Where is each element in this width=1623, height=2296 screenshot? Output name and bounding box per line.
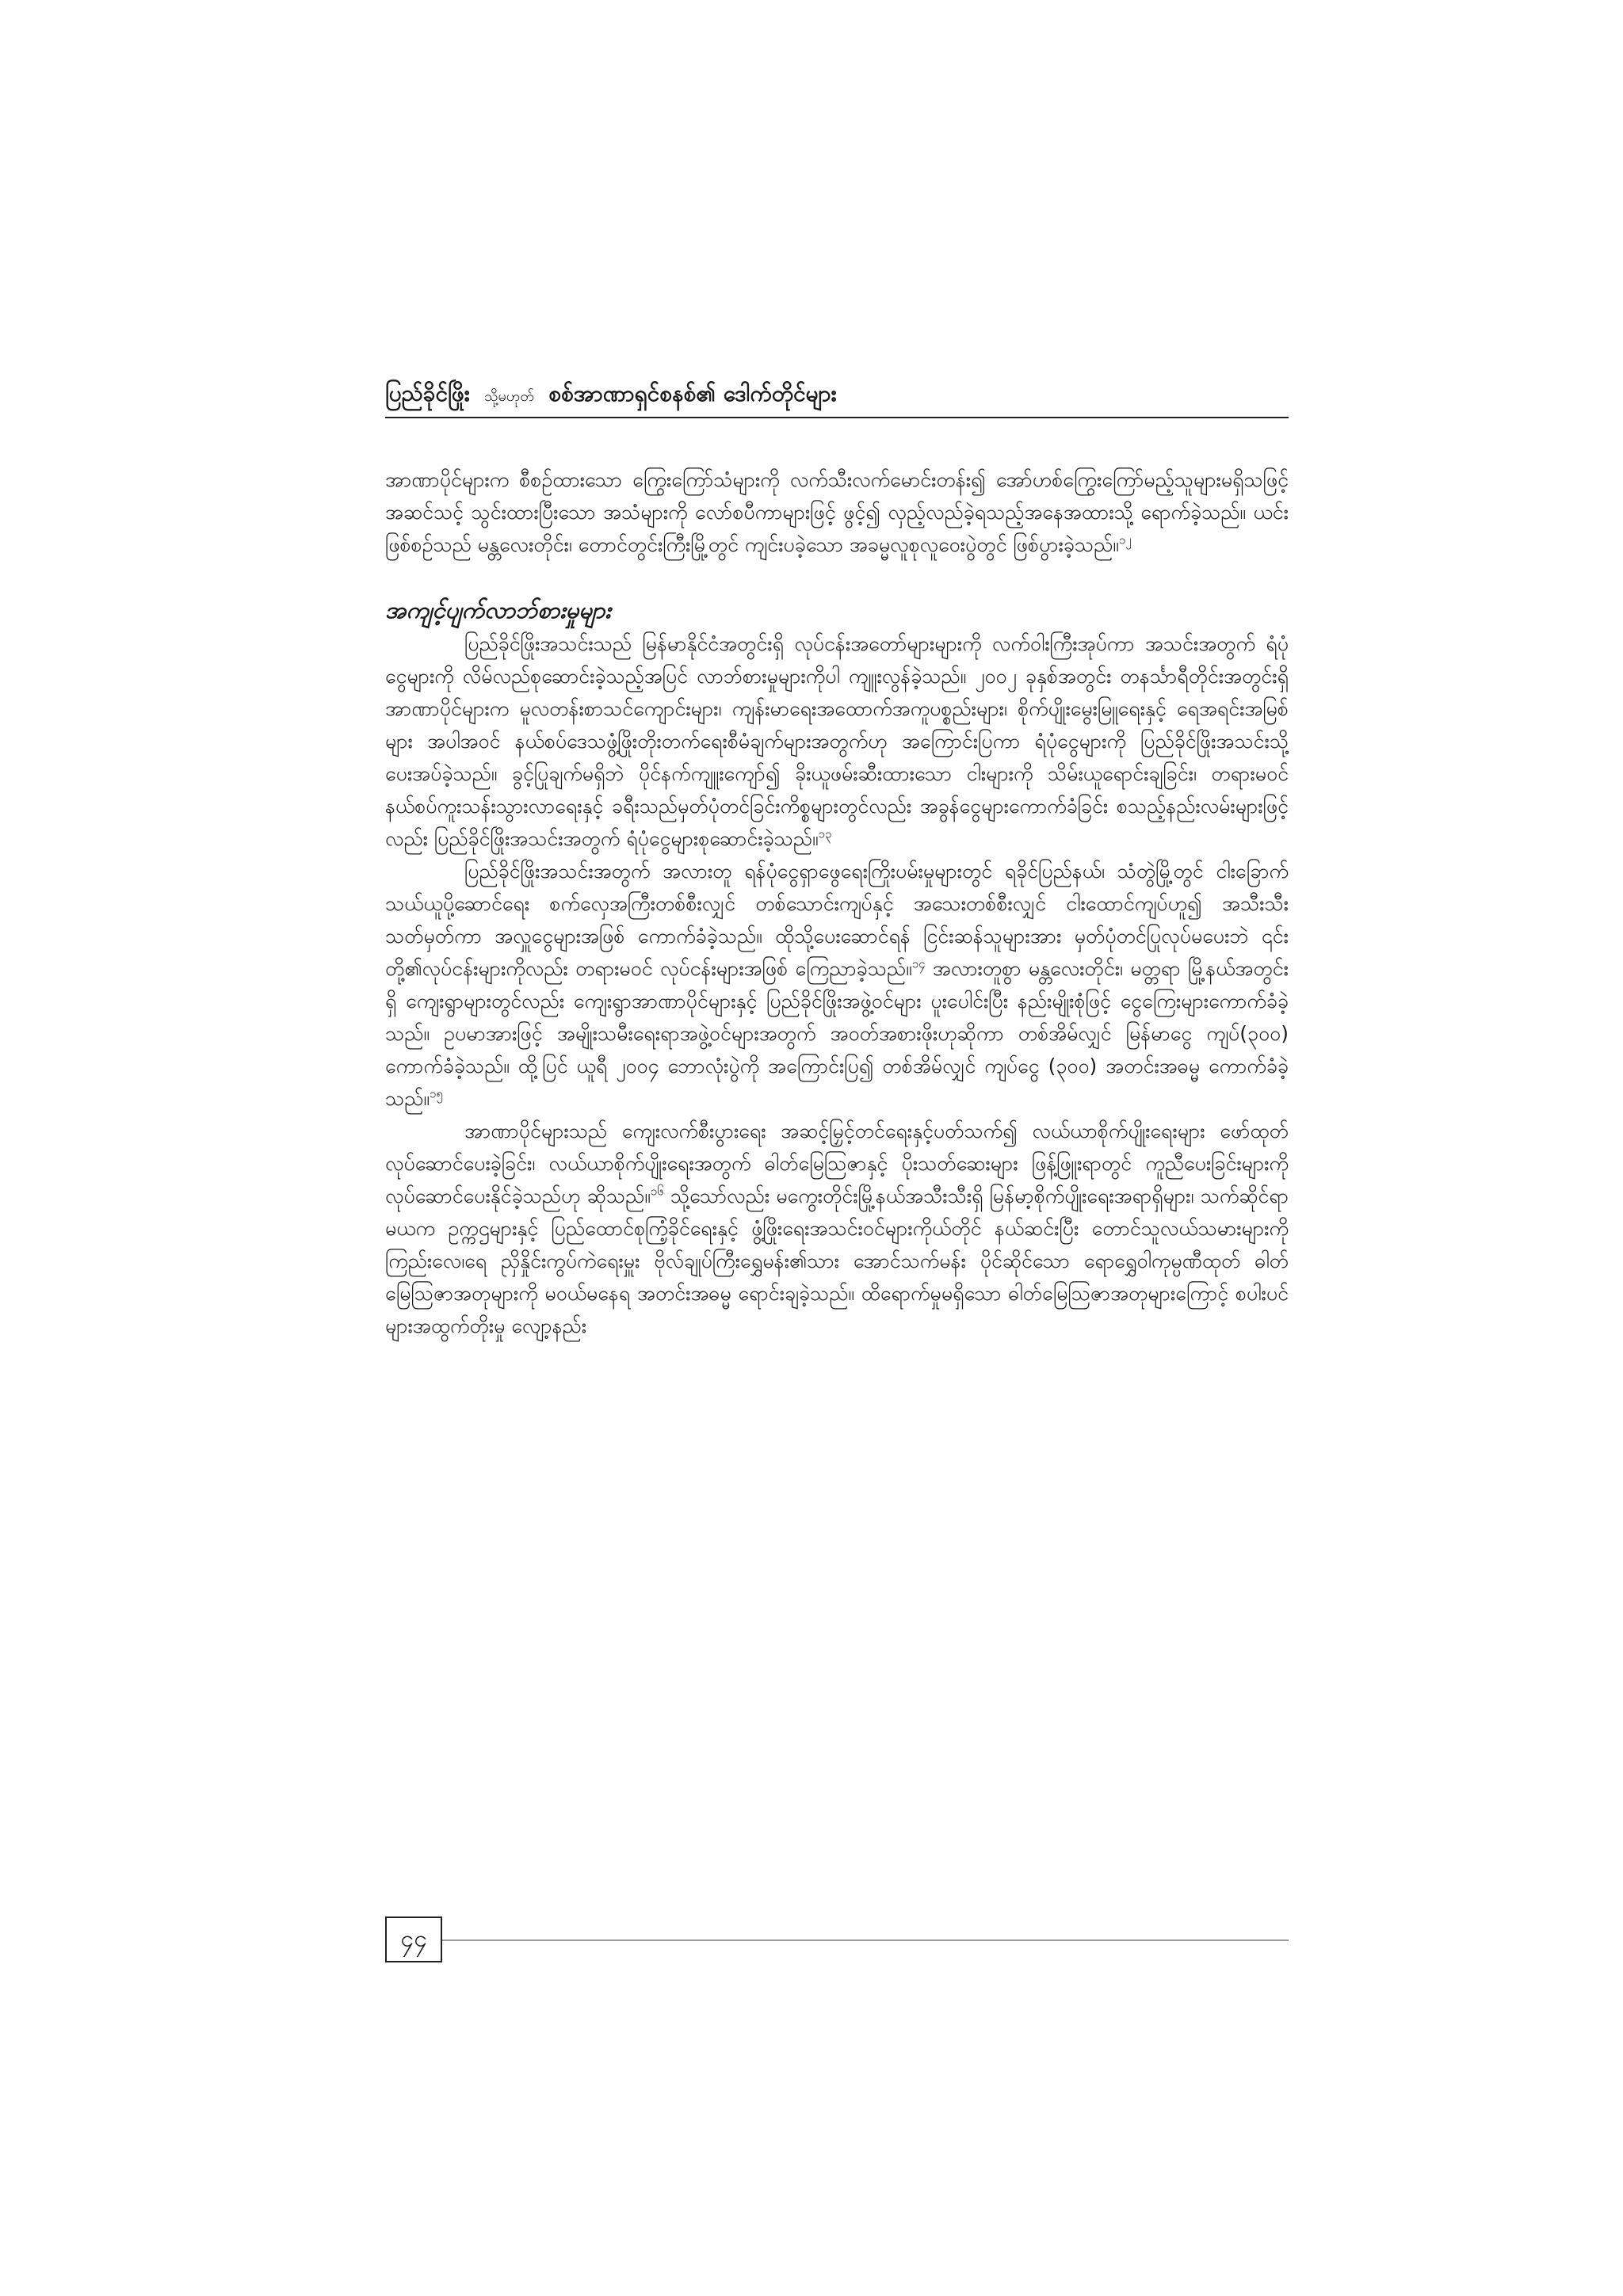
running-header — [385, 374, 1336, 414]
footnote-ref-14: ၁၄ — [911, 956, 926, 971]
footnote-ref-12: ၁၂ — [1118, 532, 1132, 547]
paragraph-1-text: အာဏာပိုင်များက စီစဉ်ထားသော ကြွေးကြော်သံများကို လက်သီးလက်မောင်းတန်း၍ အော်ဟစ်ကြွေးကြော်မည့်သူများမရှိသဖြင့် အဆင်သင့် သွင်းထားပြီးသော အသံများကို လော်စပီကာများဖြင့် ဖွင့်၍ လှည့်လည်ခဲ့ရသည့်အနေအထားသို့ ရောက်ခဲ့သည်။ ယင်းဖြစ်စဉ်သည် မန္တလေးတိုင်း၊ တောင်တွင်းကြီးမြို့တွင် ကျင်းပခဲ့သော အခမ္မလူစုလူဝေးပွဲတွင် ဖြစ်ပွားခဲ့သည်။ — [385, 468, 1289, 556]
header-title-part1: ပြည်ခိုင်ဖြိုး — [385, 380, 470, 406]
header-connector: သို့မဟုတ် — [484, 388, 534, 405]
page-number: ၄၄ — [385, 1917, 442, 1962]
paragraph-2 — [385, 627, 1289, 855]
footer-rule — [442, 1939, 1289, 1941]
section-heading: အကျင့်ပျက်လာဘ်စားမှုများ — [385, 597, 611, 624]
paragraph-3-text-a: ပြည်ခိုင်ဖြိုးအသင်းအတွက် အလားတူ ရန်ပုံငွေရှာဖွေရေးကြိုးပမ်းမှုများတွင် ရခိုင်ပြည်နယ်၊ သံတွဲမြို့တွင် ငါးခြောက်သယ်ယူပို့ဆောင်ရေး စက်လှေအကြီးတစ်စီးလျှင် တစ်သောင်းကျပ်နှင့် အသေးတစ်စီးလျှင် ငါးထောင်ကျပ်ဟူ၍ အသီးသီးသတ်မှတ်ကာ အလှူငွေများအဖြစ် ကောက်ခံခဲ့သည်။ ထိုသို့ပေးဆောင်ရန် ငြင်းဆန်သူများအား မှတ်ပုံတင်ပြုလုပ်မပေးဘဲ ၎င်းတို့၏လုပ်ငန်းများကိုလည်း တရားမဝင် လုပ်ငန်းများအဖြစ် ကြေညာခဲ့သည်။ — [385, 860, 1289, 980]
footnote-ref-13: ၁၃ — [818, 826, 832, 841]
header-rule — [385, 417, 1289, 418]
paragraph-3-text-b: အလားတူစွာ မန္တလေးတိုင်း၊ မတ္တရာ မြို့နယ်အတွင်းရှိ ကျေးရွာများတွင်လည်း ကျေးရွာအာဏာပိုင်များနှင့် ပြည်ခိုင်ဖြိုးအဖွဲ့ဝင်များ ပူးပေါင်းပြီး နည်းမျိုးစုံဖြင့် ငွေကြေးများကောက်ခံခဲ့သည်။ ဥပမာအားဖြင့် အမျိုးသမီးရေးရာအဖွဲ့ဝင်များအတွက် အဝတ်အစားဖိုးဟုဆိုကာ တစ်အိမ်လျှင် မြန်မာငွေ ကျပ်(၃၀၀) ကောက်ခံခဲ့သည်။ ထို့ပြင် ယူရီ ၂၀၀၄ ဘောလုံးပွဲကို အကြောင်းပြ၍ တစ်အိမ်လျှင် ကျပ်ငွေ (၃၀၀) အတင်းအဓမ္မ ကောက်ခံခဲ့သည်။ — [385, 957, 1289, 1110]
paragraph-1 — [385, 463, 1289, 561]
paragraph-2-text: ပြည်ခိုင်ဖြိုးအသင်းသည် မြန်မာနိုင်ငံအတွင်းရှိ လုပ်ငန်းအတော်များများကို လက်ဝါးကြီးအုပ်ကာ အသင်းအတွက် ရံပုံငွေများကို လိမ်လည်စုဆောင်းခဲ့သည့်အပြင် လာဘ်စားမှုများကိုပါ ကျူးလွန်ခဲ့သည်။ ၂၀၀၂ ခုနှစ်အတွင်း တနင်္သာရီတိုင်းအတွင်းရှိ အာဏာပိုင်များက မူလတန်းစာသင်ကျောင်းများ၊ ကျန်းမာရေးအထောက်အကူပစ္စည်းများ၊ စိုက်ပျိုးမွေးမြူရေးနှင့် ရေအရင်းအမြစ်များ အပါအဝင် နယ်စပ်ဒေသဖွံ့ဖြိုးတိုးတက်ရေးစီမံချက်များအတွက်ဟု အကြောင်းပြကာ ရံပုံငွေများကို ပြည်ခိုင်ဖြိုးအသင်းသို့ ပေးအပ်ခဲ့သည်။ ခွင့်ပြုချက်မရှိဘဲ ပိုင်နက်ကျူးကျော်၍ ခိုးယူဖမ်းဆီးထားသော ငါးများကို သိမ်းယူရောင်းချခြင်း၊ တရားမဝင် နယ်စပ်ကူးသန်းသွားလာရေးနှင့် ခရီးသည်မှတ်ပုံတင်ခြင်းကိစ္စများတွင်လည်း အခွန်ငွေများကောက်ခံခြင်း စသည့်နည်းလမ်းများဖြင့်လည်း ပြည်ခိုင်ဖြိုးအသင်းအတွက် ရံပုံငွေများစုဆောင်းခဲ့သည်။ — [385, 632, 1289, 850]
page-body — [385, 463, 1289, 1342]
footnote-ref-16: ၁၆ — [650, 1184, 664, 1199]
paragraph-3 — [385, 855, 1289, 1115]
paragraph-4-text-a: အာဏာပိုင်များသည် ကျေးလက်စီးပွားရေး အဆင့်မြှင့်တင်ရေးနှင့်ပတ်သက်၍ လယ်ယာစိုက်ပျိုးရေးများ ဖော်ထုတ်လုပ်ဆောင်ပေးခဲ့ခြင်း၊ လယ်ယာစိုက်ပျိုးရေးအတွက် ဓါတ်မြေဩဇာနှင့် ပိုးသတ်ဆေးများ ဖြန့်ဖြူးရာတွင် ကူညီပေးခြင်းများကို လုပ်ဆောင်ပေးနိုင်ခဲ့သည်ဟု ဆိုသည်။ — [385, 1119, 1289, 1207]
paragraph-4-text-b: သို့သော်လည်း မကွေးတိုင်းမြို့နယ်အသီးသီးရှိ မြန်မာ့စိုက်ပျိုးရေးအရာရှိများ၊ သက်ဆိုင်ရာ မယက ဥက္ကဌများနှင့် ပြည်ထောင်စုကြံ့ခိုင်ရေးနှင့် ဖွံ့ဖြိုးရေးအသင်းဝင်များကိုယ်တိုင် နယ်ဆင်းပြီး တောင်သူလယ်သမားများကို ကြည်းလေ၊ရေ ညှိနှိုင်းကွပ်ကဲရေးမှူး ဗိုလ်ချုပ်ကြီးရွှေမန်း၏သား အောင်သက်မန်း ပိုင်ဆိုင်သော ရောရွှေဝါကုမ္ပဏီထုတ် ဓါတ်မြေဩဇာအတုများကို မဝယ်မနေရ အတင်းအဓမ္မ ရောင်းချခဲ့သည်။ ထိရောက်မှုမရှိသော ဓါတ်မြေဩဇာအတုများကြောင့် စပါးပင်များအထွက်တိုးမှု လျော့နည်း — [385, 1184, 1289, 1337]
footnote-ref-15: ၁၅ — [429, 1086, 443, 1101]
header-title-part2: စစ်အာဏာရှင်စနစ်၏ ဒေါက်တိုင်များ — [548, 380, 837, 406]
paragraph-4 — [385, 1115, 1289, 1342]
